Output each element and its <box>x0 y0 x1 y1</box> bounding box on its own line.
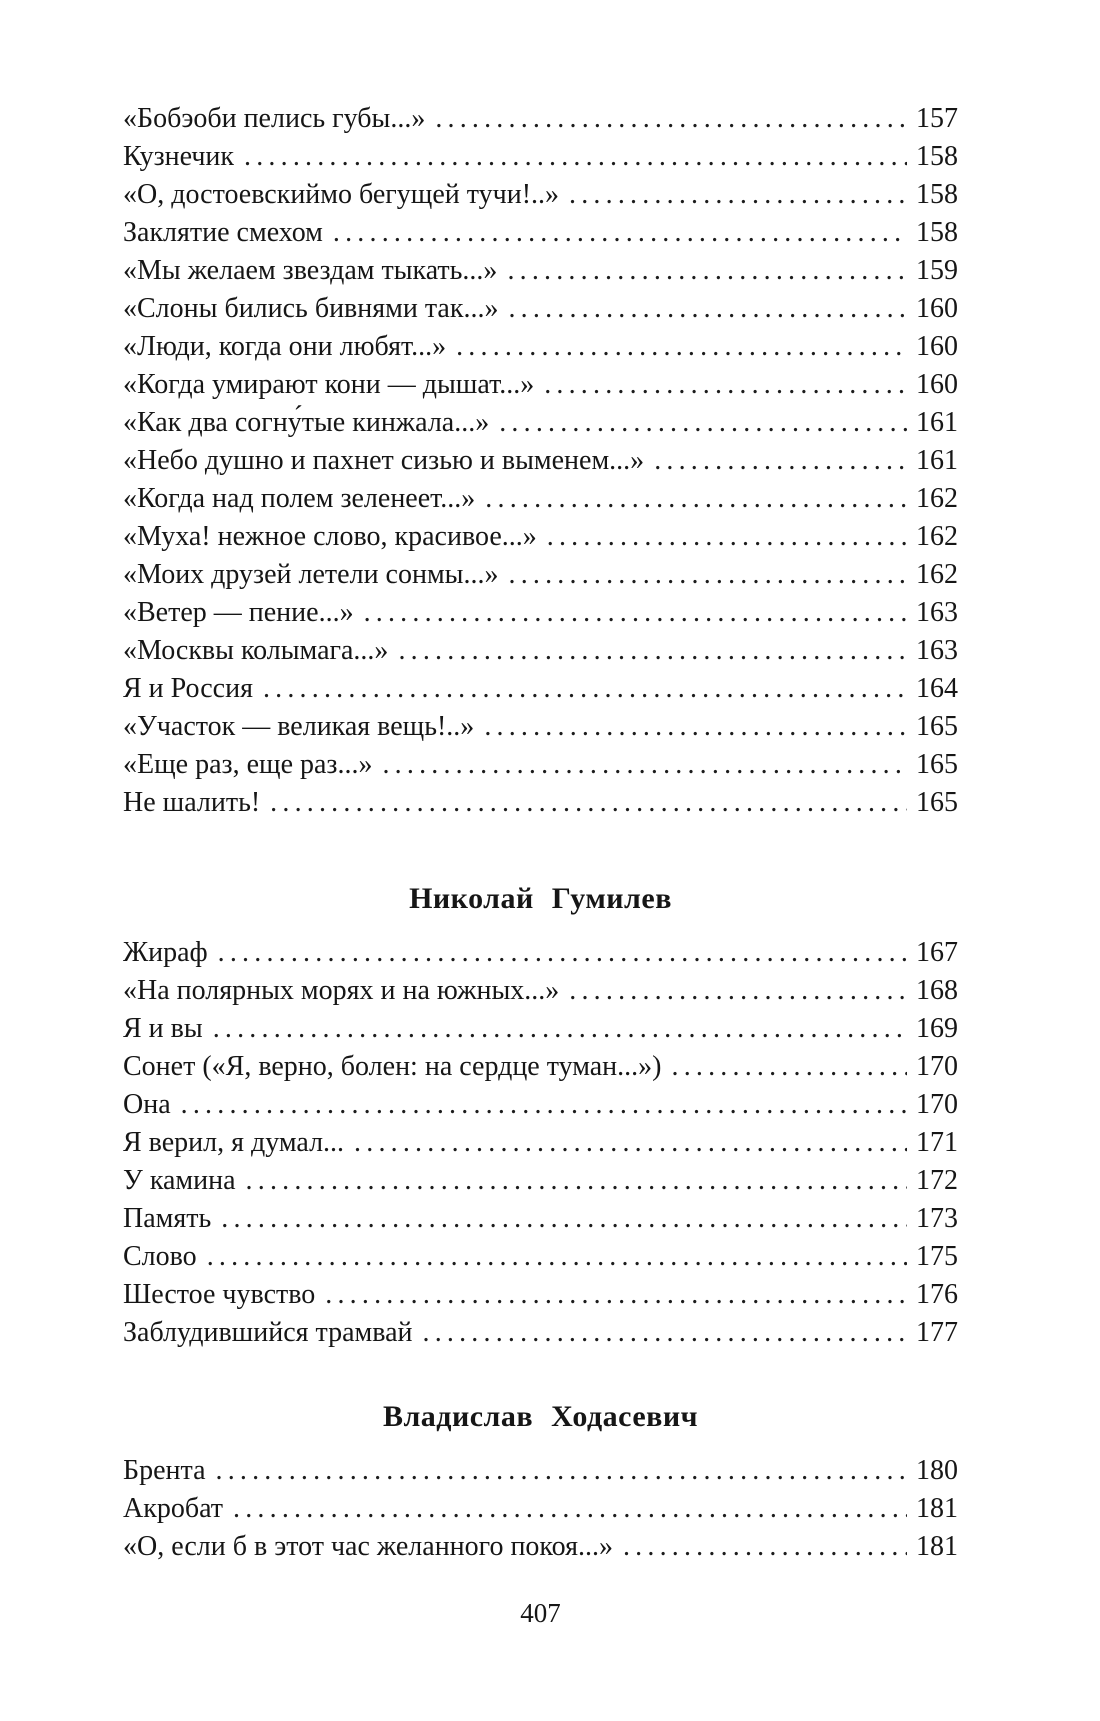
toc-entry <box>123 404 958 442</box>
toc-entry-title: Акробат <box>123 1493 224 1524</box>
toc-entry <box>123 328 958 366</box>
toc-entry <box>123 1010 958 1048</box>
toc-entry-page: 163 <box>916 597 958 628</box>
toc-entry-title: Шестое чувство <box>123 1279 316 1310</box>
toc-entry <box>123 252 958 290</box>
dot-leader <box>354 1124 907 1162</box>
toc-entry-title: «Муха! нежное слово, красивое...» <box>123 521 537 552</box>
dot-leader <box>207 1238 907 1276</box>
toc-entry-page: 160 <box>916 293 958 324</box>
toc-entry-page: 171 <box>916 1127 958 1158</box>
toc-entry <box>123 784 958 822</box>
dot-leader <box>181 1086 907 1124</box>
toc-entry-title: «Когда умирают кони — дышат...» <box>123 369 535 400</box>
table-of-contents <box>123 100 958 1566</box>
dot-leader <box>507 252 907 290</box>
toc-entry <box>123 1048 958 1086</box>
toc-entry-title: Жираф <box>123 937 208 968</box>
toc-entry-page: 170 <box>916 1089 958 1120</box>
toc-entry-page: 165 <box>916 787 958 818</box>
toc-entry-page: 158 <box>916 179 958 210</box>
toc-entry <box>123 1238 958 1276</box>
toc-entry <box>123 176 958 214</box>
toc-entry-page: 159 <box>916 255 958 286</box>
toc-entry-page: 168 <box>916 975 958 1006</box>
dot-leader <box>423 1314 908 1352</box>
toc-entry <box>123 746 958 784</box>
dot-leader <box>508 290 907 328</box>
dot-leader <box>216 1452 908 1490</box>
dot-leader <box>218 934 907 972</box>
toc-entry-page: 161 <box>916 445 958 476</box>
toc-entry-page: 170 <box>916 1051 958 1082</box>
dot-leader <box>509 556 908 594</box>
dot-leader <box>654 442 907 480</box>
toc-entry-title: Не шалить! <box>123 787 261 818</box>
toc-entry <box>123 594 958 632</box>
dot-leader <box>233 1490 907 1528</box>
toc-entry-page: 160 <box>916 369 958 400</box>
toc-entry <box>123 1200 958 1238</box>
toc-entry-title: Память <box>123 1203 212 1234</box>
dot-leader <box>364 594 907 632</box>
toc-entry-title: «Мы желаем звездам тыкать...» <box>123 255 498 286</box>
toc-entry-title: У камина <box>123 1165 236 1196</box>
toc-entry <box>123 442 958 480</box>
toc-entry <box>123 366 958 404</box>
toc-entry <box>123 972 958 1010</box>
toc-entry-title: Сонет («Я, верно, болен: на сердце туман...») <box>123 1051 662 1082</box>
section-heading: Владислав Ходасевич <box>382 1400 699 1433</box>
toc-entry-page: 181 <box>916 1493 958 1524</box>
toc-entry-page: 172 <box>916 1165 958 1196</box>
toc-entry-page: 160 <box>916 331 958 362</box>
toc-entry <box>123 138 958 176</box>
toc-entry-page: 157 <box>916 103 958 134</box>
toc-entry <box>123 1452 958 1490</box>
toc-entry <box>123 214 958 252</box>
toc-entry-title: Брента <box>123 1455 206 1486</box>
dot-leader <box>325 1276 907 1314</box>
toc-entry-title: «Когда над полем зеленеет...» <box>123 483 476 514</box>
toc-entry-page: 176 <box>916 1279 958 1310</box>
toc-entry <box>123 518 958 556</box>
toc-entry-title: Кузнечик <box>123 141 235 172</box>
dot-leader <box>398 632 907 670</box>
dot-leader <box>485 480 907 518</box>
toc-entry <box>123 480 958 518</box>
toc-entry-page: 158 <box>916 141 958 172</box>
toc-entry-page: 162 <box>916 521 958 552</box>
toc-entry-page: 162 <box>916 483 958 514</box>
toc-entry-title: «О, достоевскиймо бегущей тучи!..» <box>123 179 560 210</box>
dot-leader <box>435 100 907 138</box>
toc-entry <box>123 556 958 594</box>
dot-leader <box>499 404 907 442</box>
toc-entry <box>123 934 958 972</box>
toc-entry <box>123 1490 958 1528</box>
toc-entry-page: 161 <box>916 407 958 438</box>
toc-entry-title: Заклятие смехом <box>123 217 323 248</box>
toc-entry-title: «Москвы колымага...» <box>123 635 389 666</box>
dot-leader <box>382 746 907 784</box>
toc-entry-title: «Как два согну́тые кинжала...» <box>123 407 490 438</box>
toc-entry-page: 164 <box>916 673 958 704</box>
dot-leader <box>333 214 907 252</box>
toc-entry-page: 165 <box>916 711 958 742</box>
toc-entry-page: 165 <box>916 749 958 780</box>
dot-leader <box>672 1048 908 1086</box>
toc-entry-page: 163 <box>916 635 958 666</box>
dot-leader <box>484 708 907 746</box>
dot-leader <box>263 670 907 708</box>
toc-entry-title: Я и Россия <box>123 673 253 704</box>
toc-entry-title: «Слоны бились бивнями так...» <box>123 293 499 324</box>
dot-leader <box>221 1200 907 1238</box>
toc-entry-page: 175 <box>916 1241 958 1272</box>
toc-entry <box>123 632 958 670</box>
toc-entry <box>123 1314 958 1352</box>
toc-entry <box>123 1124 958 1162</box>
toc-entry <box>123 708 958 746</box>
page-number: 407 <box>520 1598 561 1628</box>
toc-entry-title: «Участок — великая вещь!..» <box>123 711 475 742</box>
toc-entry-title: «На полярных морях и на южных...» <box>123 975 560 1006</box>
toc-entry-title: «Моих друзей летели сонмы...» <box>123 559 499 590</box>
toc-entry-title: «Люди, когда они любят...» <box>123 331 447 362</box>
toc-entry-page: 181 <box>916 1531 958 1562</box>
toc-entry <box>123 1086 958 1124</box>
dot-leader <box>246 1162 907 1200</box>
dot-leader <box>623 1528 907 1566</box>
toc-entry <box>123 1162 958 1200</box>
toc-entry-page: 167 <box>916 937 958 968</box>
toc-entry-title: «О, если б в этот час желанного покоя...» <box>123 1531 613 1562</box>
dot-leader <box>569 972 907 1010</box>
toc-entry <box>123 290 958 328</box>
toc-entry-title: Я верил, я думал... <box>123 1127 345 1158</box>
dot-leader <box>547 518 907 556</box>
dot-leader <box>544 366 907 404</box>
dot-leader <box>569 176 907 214</box>
toc-entry-page: 180 <box>916 1455 958 1486</box>
toc-entry-page: 169 <box>916 1013 958 1044</box>
dot-leader <box>244 138 907 176</box>
section-heading: Николай Гумилев <box>409 882 672 915</box>
toc-entry-title: «Еще раз, еще раз...» <box>123 749 373 780</box>
toc-entry <box>123 100 958 138</box>
toc-entry-page: 173 <box>916 1203 958 1234</box>
toc-entry-title: Заблудившийся трамвай <box>123 1317 413 1348</box>
dot-leader <box>213 1010 907 1048</box>
toc-entry <box>123 1276 958 1314</box>
toc-entry-page: 162 <box>916 559 958 590</box>
toc-entry-title: Слово <box>123 1241 197 1272</box>
toc-entry <box>123 1528 958 1566</box>
toc-entry-page: 158 <box>916 217 958 248</box>
toc-entry-title: «Бобэоби пелись губы...» <box>123 103 426 134</box>
toc-entry-title: «Небо душно и пахнет сизью и выменем...» <box>123 445 645 476</box>
toc-entry-title: Она <box>123 1089 171 1120</box>
dot-leader <box>270 784 907 822</box>
toc-entry-title: «Ветер — пение...» <box>123 597 354 628</box>
toc-entry-title: Я и вы <box>123 1013 203 1044</box>
toc-entry <box>123 670 958 708</box>
toc-entry-page: 177 <box>916 1317 958 1348</box>
dot-leader <box>456 328 907 366</box>
